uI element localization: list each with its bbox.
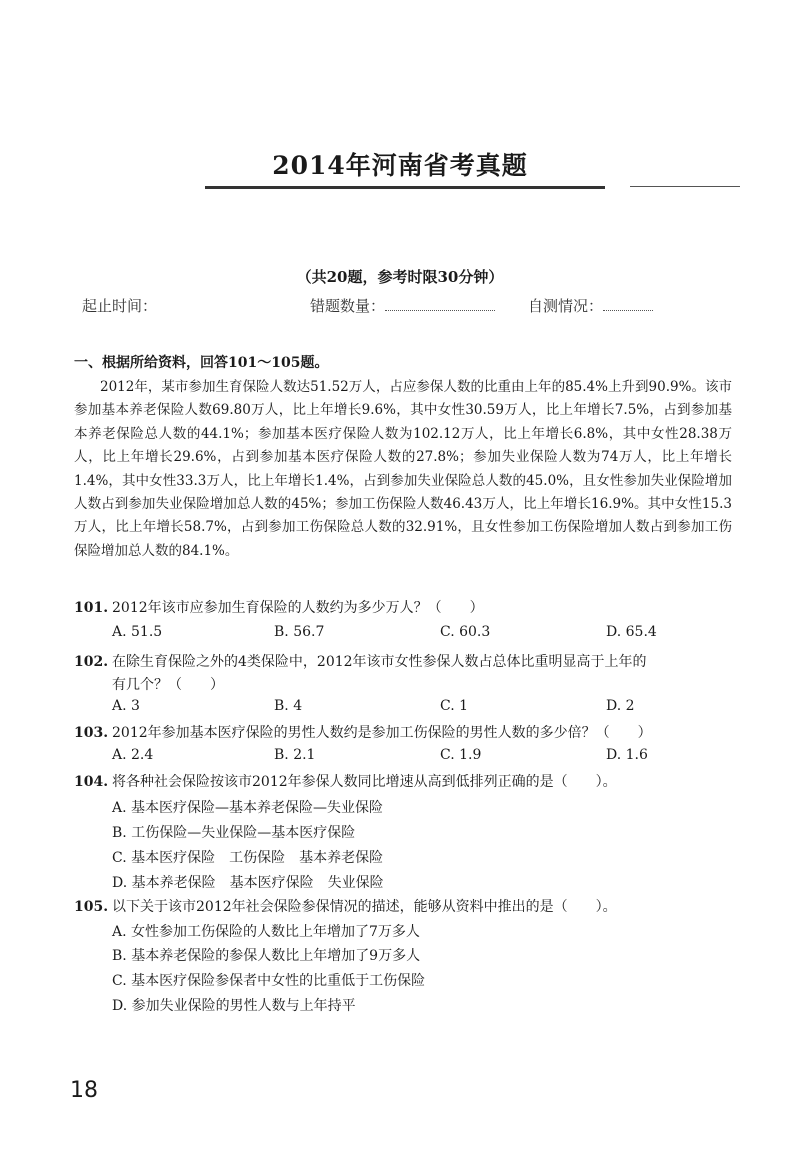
option-a: A. 女性参加工伤保险的人数比上年增加了7万多人 <box>112 924 420 940</box>
option-d: D. 2 <box>606 698 635 714</box>
option-b: B. 4 <box>274 698 303 714</box>
question-number: 104. <box>74 774 109 790</box>
option-c: C. 基本医疗保险参保者中女性的比重低于工伤保险 <box>112 973 426 989</box>
title-underline-extension <box>630 186 740 187</box>
question-number: 101. <box>74 600 109 616</box>
option-c: C. 1 <box>440 698 469 714</box>
question-number: 105. <box>74 899 109 915</box>
question-102 <box>74 651 647 671</box>
option-b: B. 工伤保险—失业保险—基本医疗保险 <box>112 825 356 841</box>
option-a: A. 基本医疗保险—基本养老保险—失业保险 <box>112 800 384 816</box>
section-heading: 一、根据所给资料，回答101～105题。 <box>74 355 329 371</box>
option-b: B. 56.7 <box>274 624 325 640</box>
option-d: D. 基本养老保险 基本医疗保险 失业保险 <box>112 875 384 891</box>
title-underline <box>205 186 605 189</box>
question-text: 在除生育保险之外的4类保险中，2012年该市女性参保人数占总体比重明显高于上年的 <box>112 654 647 670</box>
self-test-label: 自测情况： <box>528 297 604 315</box>
page-number: 18 <box>70 1078 98 1103</box>
option-a: A. 2.4 <box>112 747 154 763</box>
option-b: B. 基本养老保险的参保人数比上年增加了9万多人 <box>112 948 421 964</box>
question-text: 将各种社会保险按该市2012年参保人数同比增速从高到低排列正确的是（ ）。 <box>112 774 617 790</box>
option-d: D. 65.4 <box>606 624 657 640</box>
question-101 <box>74 597 484 617</box>
option-d: D. 参加失业保险的男性人数与上年持平 <box>112 998 356 1014</box>
question-105 <box>74 896 617 916</box>
option-c: C. 1.9 <box>440 747 482 763</box>
start-time-label: 起止时间： <box>82 297 158 315</box>
question-102-continued: 有几个？（ ） <box>112 677 224 693</box>
error-count-blank <box>385 296 495 311</box>
option-a: A. 51.5 <box>112 624 163 640</box>
option-b: B. 2.1 <box>274 747 316 763</box>
option-d: D. 1.6 <box>606 747 648 763</box>
option-c: C. 60.3 <box>440 624 491 640</box>
question-104 <box>74 771 617 791</box>
self-test-blank <box>603 296 653 311</box>
question-number: 103. <box>74 725 109 741</box>
page-title: 2014年河南省考真题 <box>272 151 528 180</box>
question-103 <box>74 722 652 742</box>
subtitle: （共20题，参考时限30分钟） <box>296 268 504 286</box>
self-test-field <box>528 295 653 316</box>
passage: 2012年，某市参加生育保险人数达51.52万人，占应参保人数的比重由上年的85.4%上升到90.9%。该市参加基本养老保险人数69.80万人，比上年增长9.6%，其中女性30.59万人，比上年增长7.5%，占到参加基本养老保险总人数的44.1%；参加基本医疗保险人数为102.12万人，比上年增长6.8%，其中女性28.38万人，比上年增长29.6%，占到参加基本医疗保险人数的27.8%；参加失业保险人数为74万人，比上年增长1.4%，其中女性33.3万人，比上年增长1.4%，占到参加失业保险总人数的45.0%，且女性参加失业保险增加人数占到参加失业保险增加总人数的45%；参加工伤保险人数46.43万人，比上年增长16.9%。其中女性15.3万人，比上年增长58.7%，占到参加工伤保险总人数的32.91%，且女性参加工伤保险增加人数占到参加工伤保险增加总人数的84.1%。 <box>74 379 732 559</box>
question-number: 102. <box>74 654 109 670</box>
option-a: A. 3 <box>112 698 140 714</box>
question-text: 2012年该市应参加生育保险的人数约为多少万人？（ ） <box>112 600 484 616</box>
error-count-field <box>310 295 495 316</box>
option-c: C. 基本医疗保险 工伤保险 基本养老保险 <box>112 850 384 866</box>
question-text: 以下关于该市2012年社会保险参保情况的描述，能够从资料中推出的是（ ）。 <box>112 899 617 915</box>
question-text: 2012年参加基本医疗保险的男性人数约是参加工伤保险的男性人数的多少倍？（ ） <box>112 725 652 741</box>
start-time-field <box>82 295 157 316</box>
error-count-label: 错题数量： <box>310 297 386 315</box>
